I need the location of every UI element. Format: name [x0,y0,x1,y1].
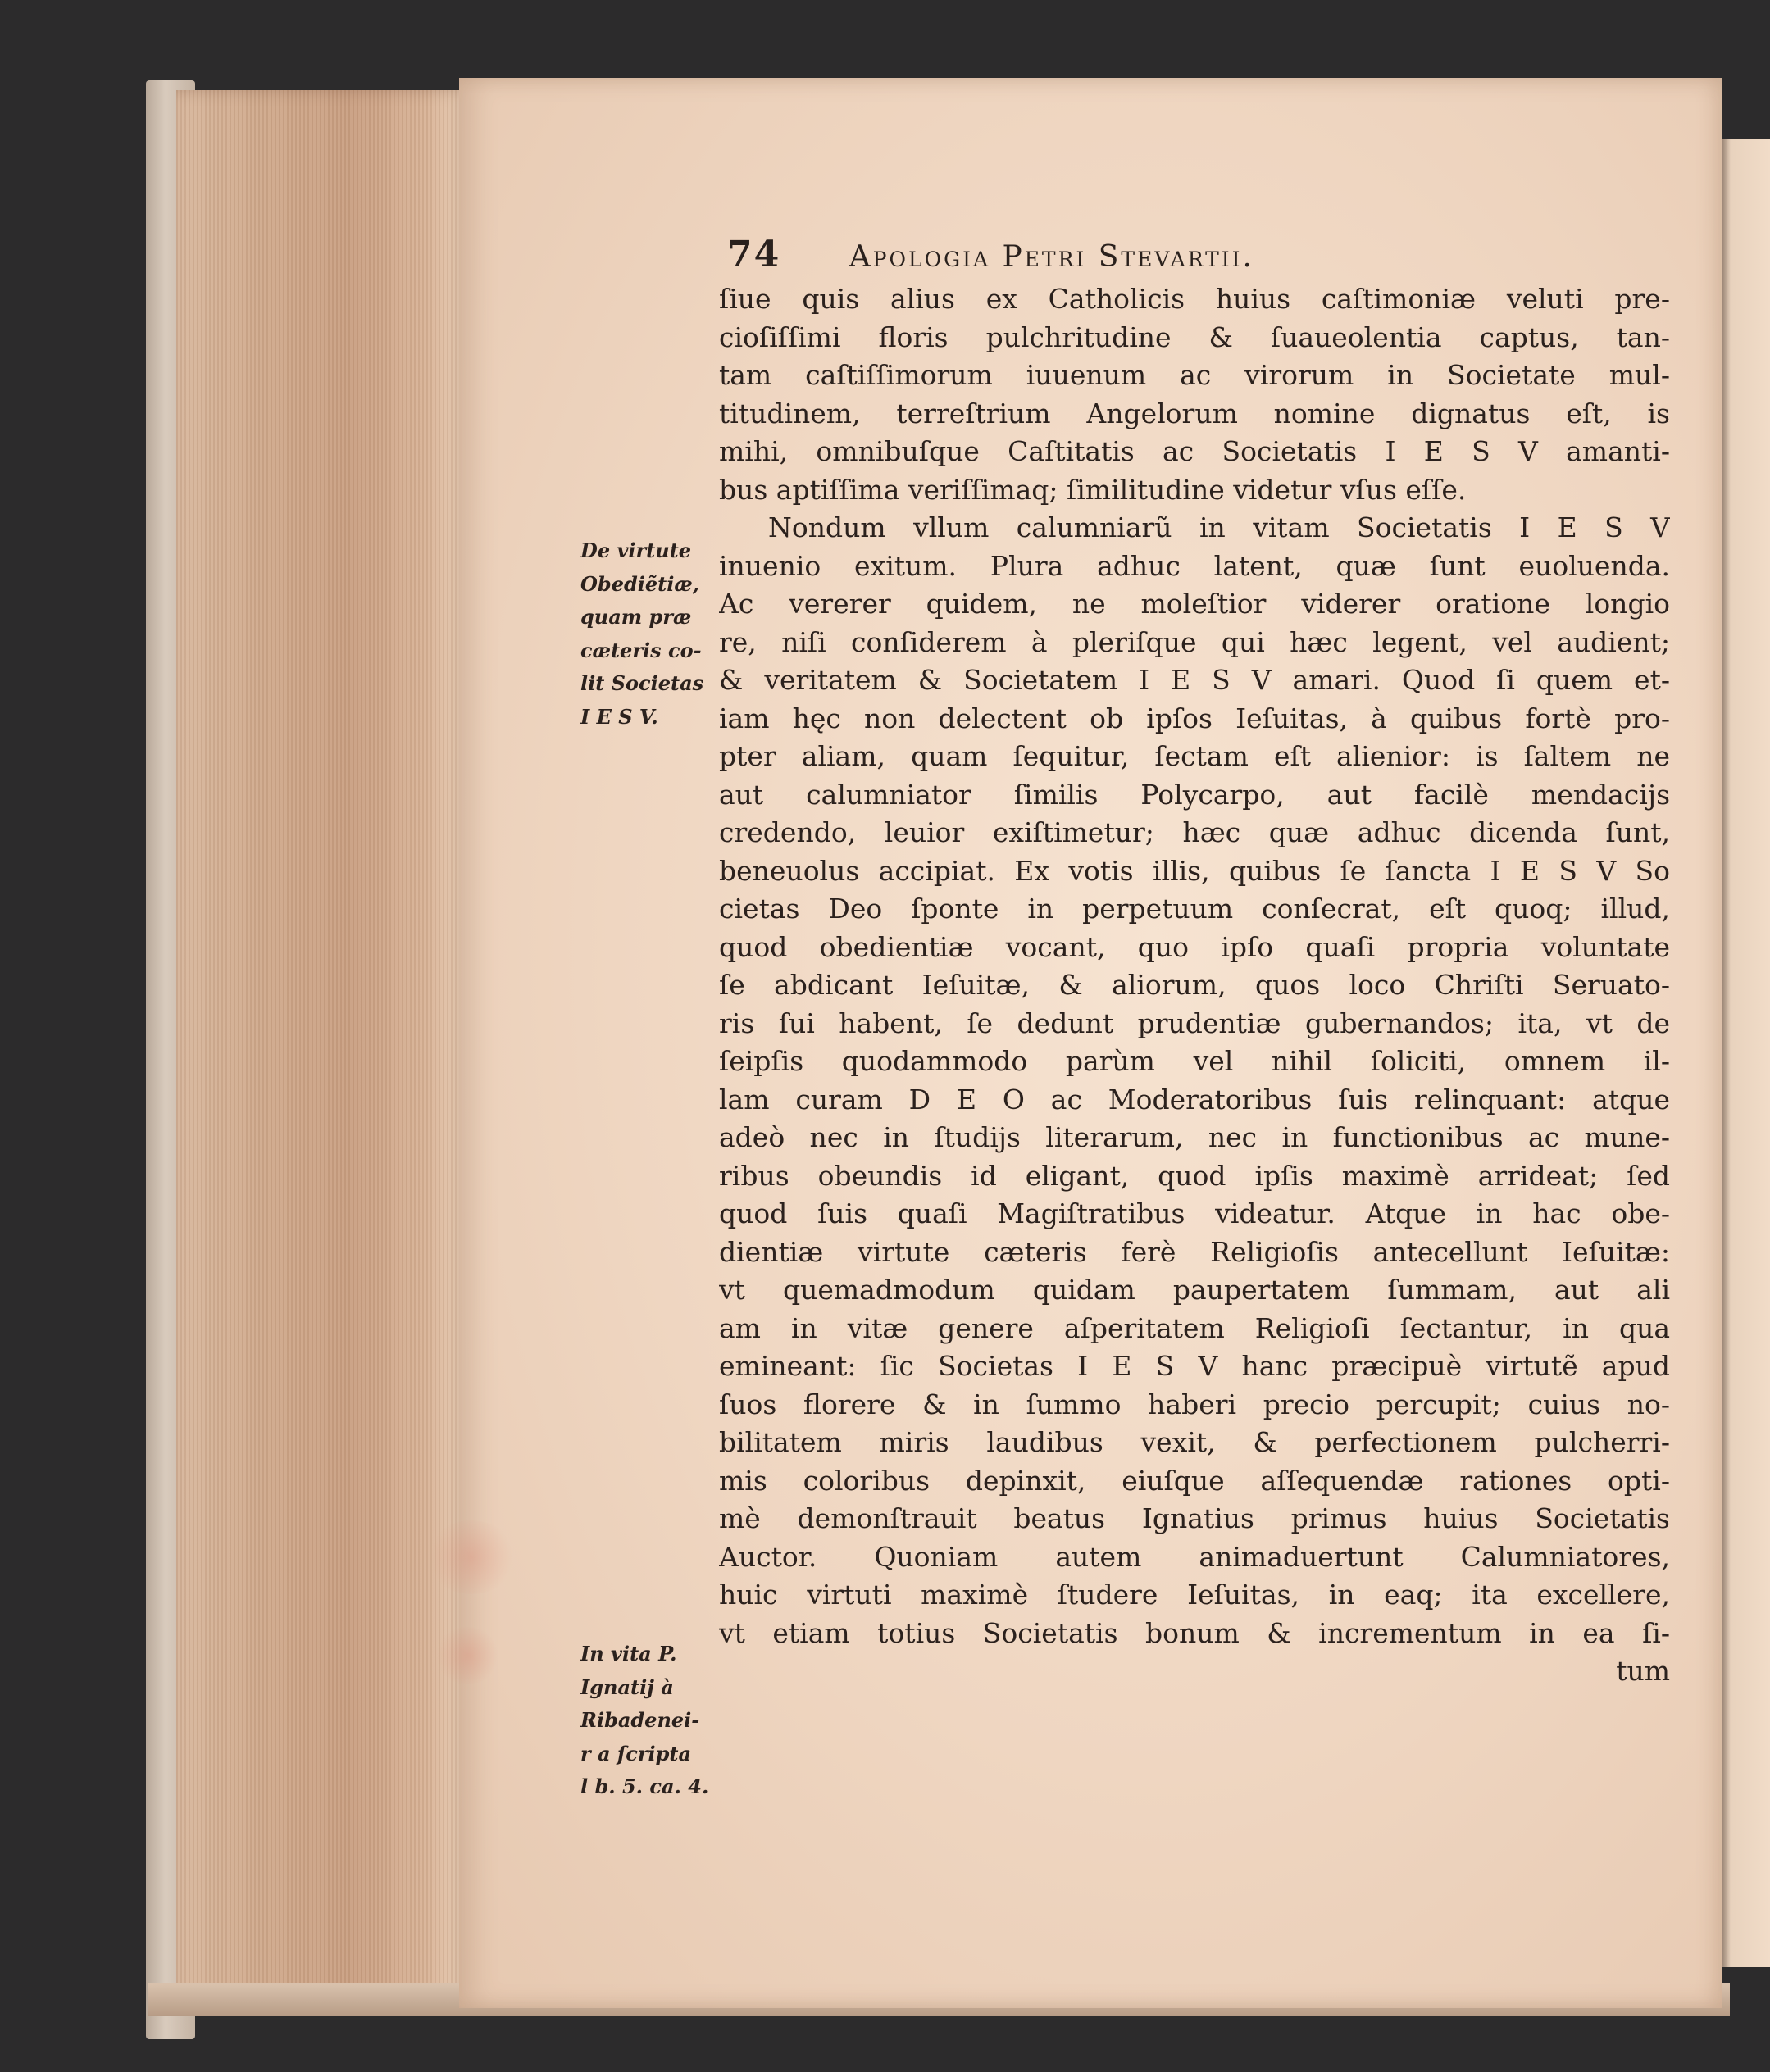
text-line: & veritatem & Societatem I E S V amari. Quod ſi quem et- [719,664,1670,696]
margin-note-line: l b. 5. ca. 4. [580,1774,709,1798]
text-line: beneuolus accipiat. Ex votis illis, quibus ſe ſancta I E S V So [719,854,1670,887]
text-line: re, niſi conſiderem à pleriſque qui hæc legent, vel audient; [719,625,1670,658]
margin-note-line: De virtute [580,538,692,562]
margin-note-line: cæteris co- [580,638,702,662]
text-line: dientiæ virtute cæteris ferè Religioſis antecellunt Ieſuitæ: [719,1235,1670,1268]
margin-note-ribadeneira [580,1638,708,1804]
margin-note-line: Obediẽtiæ, [580,571,700,596]
text-line: ſuos florere & in ſummo haberi precio percupit; cuius no- [719,1388,1670,1420]
text-line: aut calumniator ſimilis Polycarpo, aut facilè mendacijs [719,778,1670,811]
text-line: mè demonſtrauit beatus Ignatius primus huius Societatis [719,1502,1670,1534]
text-line: pter aliam, quam ſequitur, ſectam eſt alienior: is ſaltem ne [719,740,1670,772]
text-line: Ac vererer quidem, ne moleſtior viderer oratione longio [719,588,1670,620]
text-line: inuenio exitum. Plura adhuc latent, quæ ſunt euoluenda. [719,549,1670,582]
margin-note-line: r a ſcripta [580,1741,692,1765]
text-line: lam curam D E O ac Moderatoribus ſuis relinquant: atque [719,1083,1670,1116]
text-line: vt quemadmodum quidam paupertatem ſummam, aut ali [719,1274,1670,1306]
facing-page-edge [1718,139,1770,1967]
text-line: tam caſtiſſimorum iuuenum ac virorum in Societate mul- [719,359,1670,391]
page-number: 74 [727,234,781,275]
text-line: cietas Deo ſponte in perpetuum conſecrat, eſt quoq; illud, [719,893,1670,925]
text-line: ris ſui habent, ſe dedunt prudentiæ gubernandos; ita, vt de [719,1006,1670,1039]
catchword: tum [1616,1655,1670,1687]
text-line: ſiue quis alius ex Catholicis huius caſtimoniæ veluti pre- [719,283,1670,315]
text-line: mis coloribus depinxit, eiuſque aſſequendæ rationes opti- [719,1464,1670,1497]
page-stain [435,1627,500,1684]
text-line: credendo, leuior exiſtimetur; hæc quæ adhuc dicenda ſunt, [719,816,1670,848]
margin-note-line: Ribadenei- [580,1708,700,1732]
margin-note-line: Ignatij à [580,1674,674,1699]
text-line: Auctor. Quoniam autem animaduertunt Calumniatores, [719,1540,1670,1573]
text-line: ſeipſis quodammodo parùm vel nihil ſoliciti, omnem il- [719,1045,1670,1077]
text-line: Nondum vllum calumniarũ in vitam Societatis I E S V [768,511,1670,543]
text-line: bus aptiſſima veriſſimaq; ſimilitudine videtur vſus eſſe. [719,473,1467,506]
text-line: quod ſuis quaſi Magiſtratibus videatur. Atque in hac obe- [719,1197,1670,1229]
text-line: am in vitæ genere aſperitatem Religioſi ſectantur, in qua [719,1311,1670,1344]
text-line: ribus obeundis id eligant, quod ipſis maximè arrideat; ſed [719,1159,1670,1192]
page-block-edges [176,90,471,2000]
text-line: ſe abdicant Ieſuitæ, & aliorum, quos loco Chriſti Seruato- [719,969,1670,1001]
text-line: emineant: ſic Societas I E S V hanc præcipuè virtutẽ apud [719,1350,1670,1382]
text-line: vt etiam totius Societatis bonum & incrementum in ea ſi- [719,1616,1670,1649]
text-line: titudinem, terreſtrium Angelorum nomine dignatus eſt, is [719,397,1670,429]
margin-note-line: In vita P. [580,1642,677,1665]
text-line: mihi, omnibuſque Caſtitatis ac Societatis I E S V amanti- [719,435,1670,467]
text-line: cioſiſſimi floris pulchritudine & ſuaueolentia captus, tan- [719,320,1670,353]
running-title: Apologia Petri Stevartii. [849,240,1254,274]
text-line: adeò nec in ſtudijs literarum, nec in functionibus ac mune- [719,1121,1670,1153]
text-line: iam hęc non delectent ob ipſos Ieſuitas, à quibus fortè pro- [719,702,1670,734]
margin-note-line: I E S V. [580,704,658,729]
margin-note-obedience [580,534,703,734]
text-line: quod obedientiæ vocant, quo ipſo quaſi propria voluntate [719,930,1670,963]
text-line: huic virtuti maximè ſtudere Ieſuitas, in eaq; ita excellere, [719,1579,1670,1611]
margin-note-line: quam præ [580,605,692,629]
text-line: bilitatem miris laudibus vexit, & perfectionem pulcherri- [719,1426,1670,1458]
page-stain [426,1520,516,1594]
margin-note-line: lit Societas [580,671,704,695]
main-text-block [719,280,1670,1691]
running-head [727,234,1662,275]
